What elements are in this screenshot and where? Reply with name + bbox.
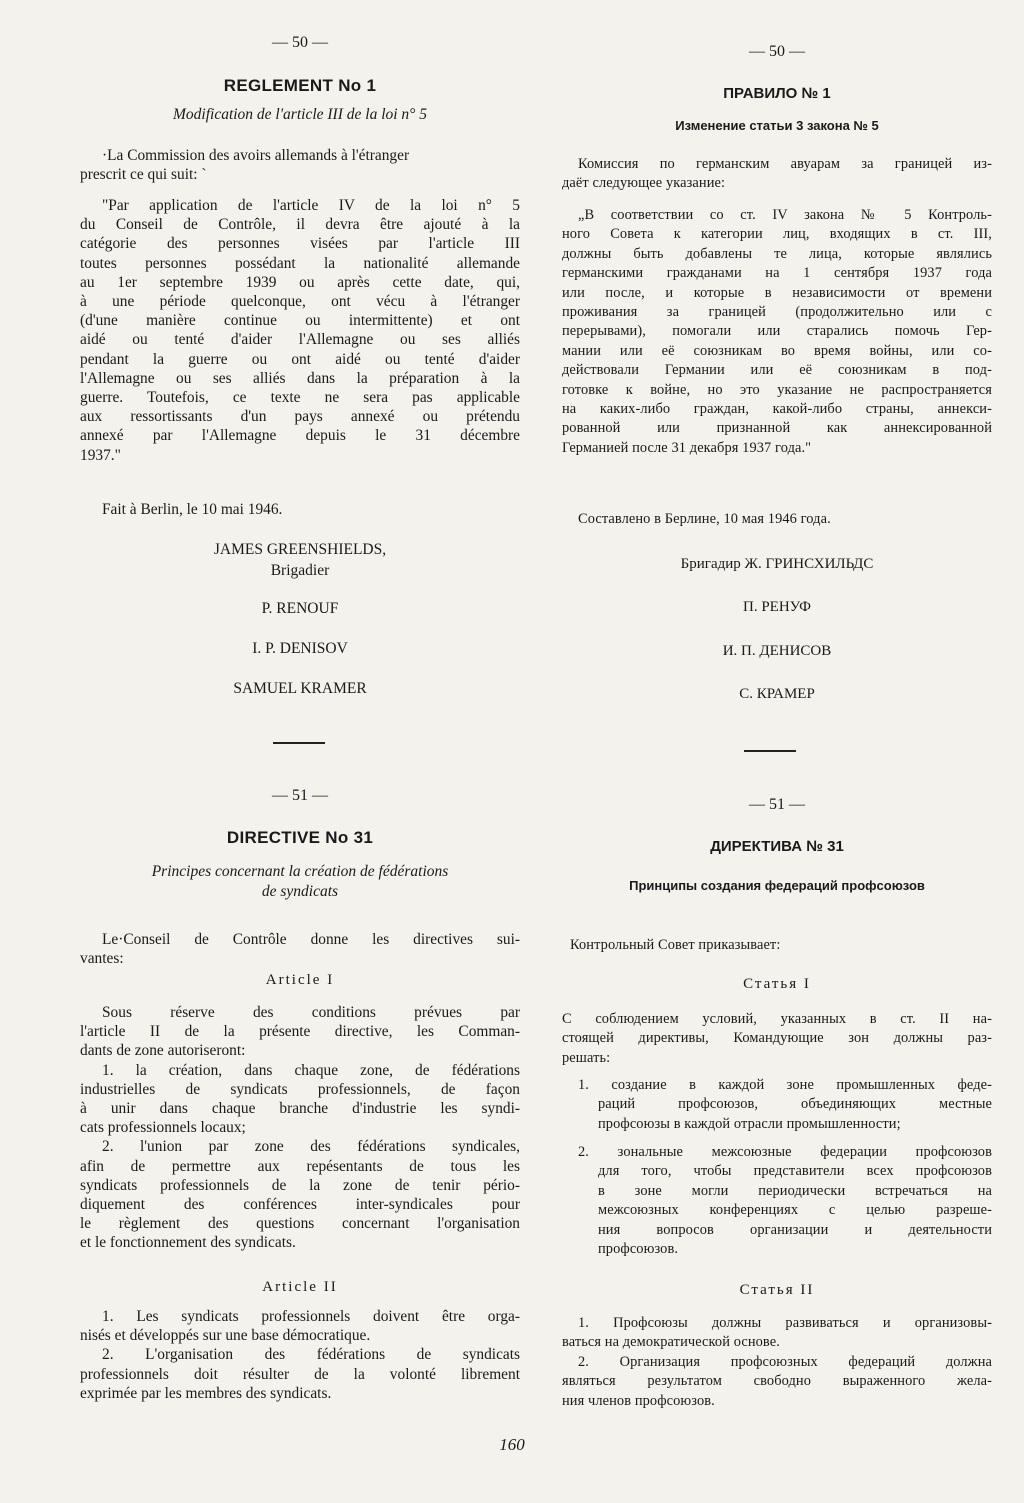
text-line: exprimée par les membres des syndicats. [80, 1384, 332, 1402]
signature-kramer: SAMUEL KRAMER [233, 680, 367, 697]
section-divider [744, 750, 796, 752]
text-line: catégorie des personnes visées par l'article III [80, 235, 520, 253]
text-line: toutes personnes possédant la nationalité allemande [80, 254, 520, 272]
text-line: l'article II de la présente directive, les Comman- [80, 1023, 520, 1041]
text-line: стоящей директивы, Командующие зон должны раз- [562, 1030, 992, 1047]
pravilo-title: ПРАВИЛО № 1 [723, 85, 831, 102]
text-line: pendant la guerre ou ont aidé ou tenté d'aider [80, 350, 520, 368]
reglement-subtitle: Modification de l'article III de la loi n° 5 [172, 106, 428, 123]
page-number-51: — 51 — [749, 796, 805, 813]
text-line: Германией после 31 декабря 1937 года." [562, 439, 812, 456]
text-line: à unir dans chaque branche d'industrie les syndi- [80, 1100, 520, 1118]
text-line: "Par application de l'article IV de la loi n° 5 [102, 197, 520, 214]
text-line: industrielles de syndicats professionnels, de façon [80, 1080, 520, 1098]
text-line: решать: [562, 1049, 611, 1066]
text-line: syndicats professionnels de la zone de tenir pério- [80, 1176, 520, 1194]
text-line: в зоне могли периодически встречаться на [598, 1182, 992, 1199]
pravilo-body [562, 206, 992, 458]
text-line: le règlement des questions concernant l'organisation [80, 1215, 520, 1233]
reglement-body [80, 196, 520, 465]
text-line: для того, чтобы представители всех профсоюзов [598, 1163, 992, 1180]
statya-2-body [562, 1314, 992, 1411]
text-line: 2. L'organisation des fédérations de syndicats [102, 1346, 520, 1364]
footer-page-number: 160 [499, 1435, 525, 1454]
text-line: германскими гражданами на 1 сентября 1937 года [562, 265, 992, 282]
text-line: Комиссия по германским авуарам за границей из- [578, 156, 992, 172]
text-line: готовке к войне, но это указание не распространяется [562, 381, 992, 398]
text-line: à une période quelconque, ont vécu à l'étranger [80, 293, 520, 311]
statya-1-intro [562, 1010, 992, 1068]
direktiva-intro: Контрольный Совет приказывает: [570, 937, 781, 953]
statya-2-heading: Статья II [739, 1282, 815, 1298]
text-line: ·La Commission des avoirs allemands à l'étranger [102, 147, 410, 164]
reglement-title: REGLEMENT No 1 [223, 76, 377, 95]
article-2-body [80, 1307, 520, 1403]
text-line: профсоюзов. [598, 1241, 679, 1258]
text-line: Principes concernant la création de fédérations [151, 863, 449, 880]
pravilo-subtitle: Изменение статьи 3 закона № 5 [675, 118, 879, 133]
text-line: 1. Les syndicats professionnels doivent être orga- [102, 1308, 520, 1325]
text-line: de syndicats [261, 883, 339, 900]
text-line: „В соответствии со ст. IV закона № 5 Контроль- [578, 207, 992, 223]
statya-1-item-1 [578, 1076, 992, 1134]
text-line: prescrit ce qui suit: ` [80, 166, 207, 184]
text-line: (d'une manière continue ou intermittente) et ont [80, 312, 520, 330]
text-line: ния членов профсоюзов. [562, 1392, 715, 1409]
text-line: 2. Организация профсоюзных федераций должна [578, 1353, 992, 1370]
text-line: nisés et développés sur une base démocratique. [80, 1327, 371, 1345]
signature-denisov: И. П. ДЕНИСОВ [722, 643, 832, 659]
signature-denisov: I. P. DENISOV [252, 640, 348, 657]
text-line: С соблюдением условий, указанных в ст. II на- [562, 1011, 992, 1027]
text-line: даёт следующее указание: [562, 175, 726, 192]
text-line: на каких-либо граждан, какой-либо страны, аннекси- [562, 401, 992, 418]
page-number-50: — 50 — [272, 34, 328, 51]
text-line: ваться на демократической основе. [562, 1334, 780, 1351]
reglement-intro [80, 146, 520, 184]
text-line: aux ressortissants d'un pays annexé ou prétendu [80, 408, 520, 426]
text-line: afin de permettre aux repésentants de tous les [80, 1157, 520, 1175]
text-line: annexé par l'Allemagne depuis le 31 décembre [80, 427, 520, 445]
text-line: professionnels doit résulter de la volonté librement [80, 1365, 520, 1383]
text-line: профсоюзы в каждой отрасли промышленности; [598, 1115, 901, 1132]
statya-1-item-2 [578, 1143, 992, 1259]
text-line: guerre. Toutefois, ce texte ne sera pas applicable [80, 389, 520, 407]
text-line: 2. зональные межсоюзные федерации профсоюзов [578, 1144, 992, 1160]
direktiva-title: ДИРЕКТИВА № 31 [710, 838, 844, 855]
signature-greenshields: JAMES GREENSHIELDS, [213, 541, 387, 558]
directive-title: DIRECTIVE No 31 [226, 828, 374, 847]
article-1-body [80, 1003, 520, 1253]
article-2-heading: Article II [262, 1279, 338, 1295]
text-line: 1. la création, dans chaque zone, de fédérations [102, 1061, 520, 1079]
signature-renouf: P. RENOUF [261, 600, 339, 617]
pravilo-signed-place-date: Составлено в Берлине, 10 мая 1946 года. [578, 511, 831, 527]
text-line: dants de zone autoriseront: [80, 1042, 246, 1060]
text-line: ного Совета к категории лиц, входящих в ст. III, [562, 226, 992, 243]
page-number-51: — 51 — [272, 787, 328, 804]
text-line: 1. создание в каждой зоне промышленных феде- [578, 1077, 992, 1093]
text-line: являться результатом свободно выраженного жела- [562, 1373, 992, 1390]
text-line: мании или её союзникам во время войны, или со- [562, 342, 992, 359]
text-line: раций профсоюзов, объединяющих местные [598, 1096, 992, 1113]
text-line: или после, и которые в независимости от времени [562, 284, 992, 301]
text-line: перерывами), помогали или старались помочь Гер- [562, 323, 992, 340]
reglement-signed-place-date: Fait à Berlin, le 10 mai 1946. [102, 501, 283, 518]
text-line: 2. l'union par zone des fédérations syndicales, [102, 1138, 520, 1156]
text-line: aidé ou tenté d'aider l'Allemagne ou ses alliés [80, 331, 520, 349]
text-line: действовали Германии или её союзникам в под- [562, 362, 992, 379]
text-line: проживания за границей (продолжительно или с [562, 304, 992, 321]
page-number-50: — 50 — [749, 43, 805, 60]
article-1-heading: Article I [265, 972, 335, 988]
section-divider [273, 742, 325, 744]
direktiva-subtitle: Принципы создания федераций профсоюзов [629, 878, 925, 893]
signature-greenshields-rank: Brigadier [270, 562, 330, 579]
signature-kramer: С. КРАМЕР [739, 686, 815, 702]
pravilo-intro [562, 155, 992, 194]
directive-subtitle [80, 862, 520, 902]
statya-1-heading: Статья I [743, 976, 811, 992]
signature-renuf: П. РЕНУФ [742, 599, 812, 615]
text-line: l'Allemagne ou ses alliés dans la préparation à la [80, 369, 520, 387]
text-line: vantes: [80, 950, 124, 968]
text-line: ния вопросов организации и деятельности [598, 1221, 992, 1238]
text-line: au 1er septembre 1939 ou après cette date, qui, [80, 273, 520, 291]
text-line: diquement des conférences inter-syndicales pour [80, 1196, 520, 1214]
text-line: 1937." [80, 446, 121, 464]
signature-grinskhilds: Бригадир Ж. ГРИНСХИЛЬДС [680, 556, 874, 572]
text-line: 1. Профсоюзы должны развиваться и организовы- [578, 1315, 992, 1331]
text-line: du Conseil de Contrôle, il devra être ajouté à la [80, 216, 520, 234]
text-line: рованной или признанной как аннексированной [562, 420, 992, 437]
text-line: должны быть добавлены те лица, которые являлись [562, 245, 992, 262]
text-line: cats professionnels locaux; [80, 1119, 246, 1137]
directive-intro [80, 930, 520, 968]
text-line: Sous réserve des conditions prévues par [102, 1004, 520, 1021]
text-line: межсоюзных конференциях с целью разреше- [598, 1202, 992, 1219]
text-line: Le·Conseil de Contrôle donne les directives sui- [102, 931, 520, 948]
text-line: et le fonctionnement des syndicats. [80, 1234, 296, 1252]
